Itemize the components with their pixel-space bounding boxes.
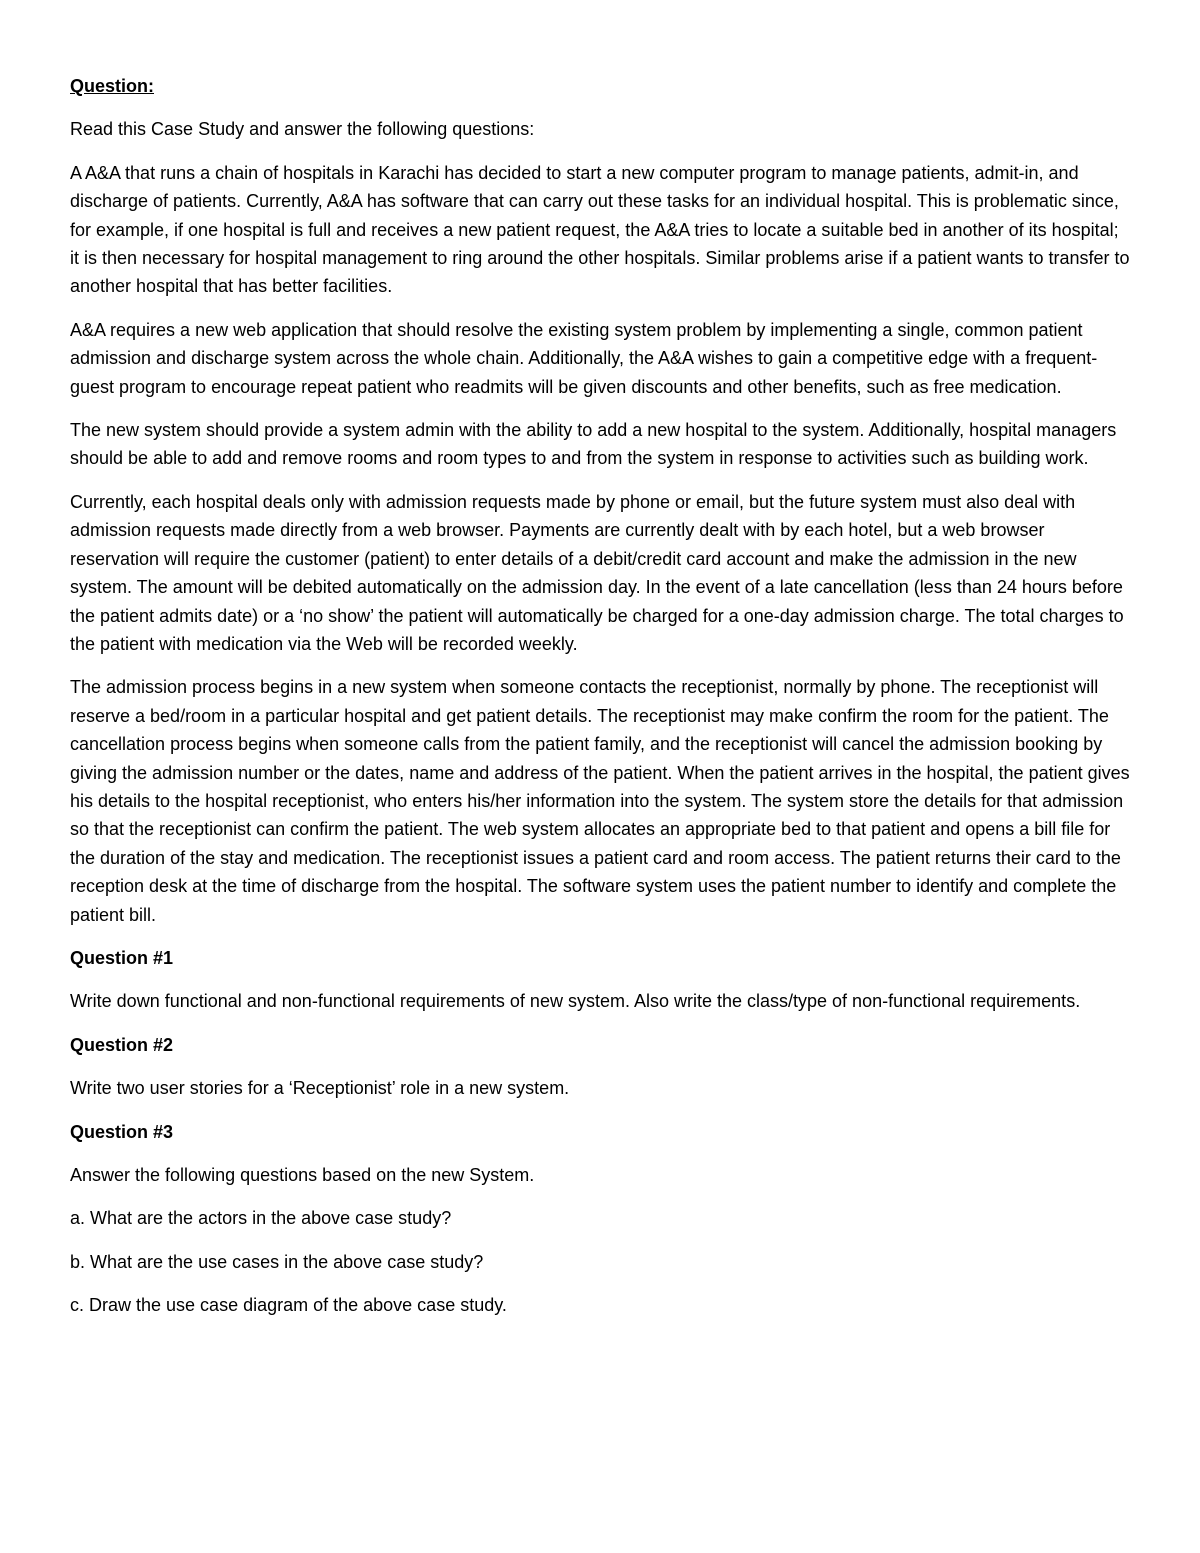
case-paragraph-1: A A&A that runs a chain of hospitals in Karachi has decided to start a new computer program to manage patients, admit-in, and discharge of patients. Currently, A&A has software that can carry out these tasks for an individual hospital. This is problematic since, for example, if one hospital is full and receives a new patient request, the A&A tries to locate a suitable bed in another of its hospital; it is then necessary for hospital management to ring around the other hospitals. Similar problems arise if a patient wants to transfer to another hospital that has better facilities.	[70, 162, 1130, 297]
question-3-text: Answer the following questions based on the new System.	[70, 1165, 535, 1185]
page-title: Question:	[70, 76, 154, 96]
question-3-heading: Question #3	[70, 1121, 174, 1142]
question-3-item-b: b. What are the use cases in the above case study?	[70, 1251, 484, 1272]
question-3-item-c: c. Draw the use case diagram of the above case study.	[70, 1295, 507, 1316]
intro-text: Read this Case Study and answer the following questions:	[70, 119, 535, 140]
case-paragraph-5: The admission process begins in a new system when someone contacts the receptionist, normally by phone. The receptionist will reserve a bed/room in a particular hospital and get patient details. The receptionist may make confirm the room for the patient. The cancellation process begins when someone calls from the patient family, and the receptionist will cancel the admission booking by giving the admission number or the dates, name and address of the patient. When the patient arrives in the hospital, the patient gives his details to the hospital receptionist, who enters his/her information into the system. The system store the details for that admission so that the receptionist can confirm the patient. The web system allocates an appropriate bed to that patient and opens a bill file for the duration of the stay and medication. The receptionist issues a patient card and room access. The patient returns their card to the reception desk at the time of discharge from the hospital. The software system uses the patient number to identify and complete the patient bill.	[70, 677, 1130, 925]
question-2-text: Write two user stories for a ‘Receptionist’ role in a new system.	[70, 1078, 570, 1099]
question-2-heading: Question #2	[70, 1034, 174, 1055]
question-1-heading: Question #1	[70, 947, 174, 968]
question-3-item-a: a. What are the actors in the above case study?	[70, 1208, 452, 1229]
question-1-text: Write down functional and non-functional requirements of new system. Also write the class/type of non-functional requirements.	[70, 991, 1081, 1012]
case-paragraph-3: The new system should provide a system admin with the ability to add a new hospital to the system. Additionally, hospital managers should be able to add and remove rooms and room types to and from the system in response to activities such as building work.	[70, 420, 1117, 469]
case-paragraph-2: A&A requires a new web application that should resolve the existing system problem by implementing a single, common patient admission and discharge system across the whole chain. Additionally, the A&A wishes to gain a competitive edge with a frequent-guest program to encourage repeat patient who readmits will be given discounts and other benefits, such as free medication.	[70, 319, 1098, 397]
case-paragraph-4: Currently, each hospital deals only with admission requests made by phone or email, but the future system must also deal with admission requests made directly from a web browser. Payments are currently dealt with by each hotel, but a web browser reservation will require the customer (patient) to enter details of a debit/credit card account and make the admission in the new system. The amount will be debited automatically on the admission day. In the event of a late cancellation (less than 24 hours before the patient admits date) or a ‘no show’ the patient will automatically be charged for a one-day admission charge. The total charges to the patient with medication via the Web will be recorded weekly.	[70, 491, 1124, 654]
document-page	[70, 72, 1132, 1335]
